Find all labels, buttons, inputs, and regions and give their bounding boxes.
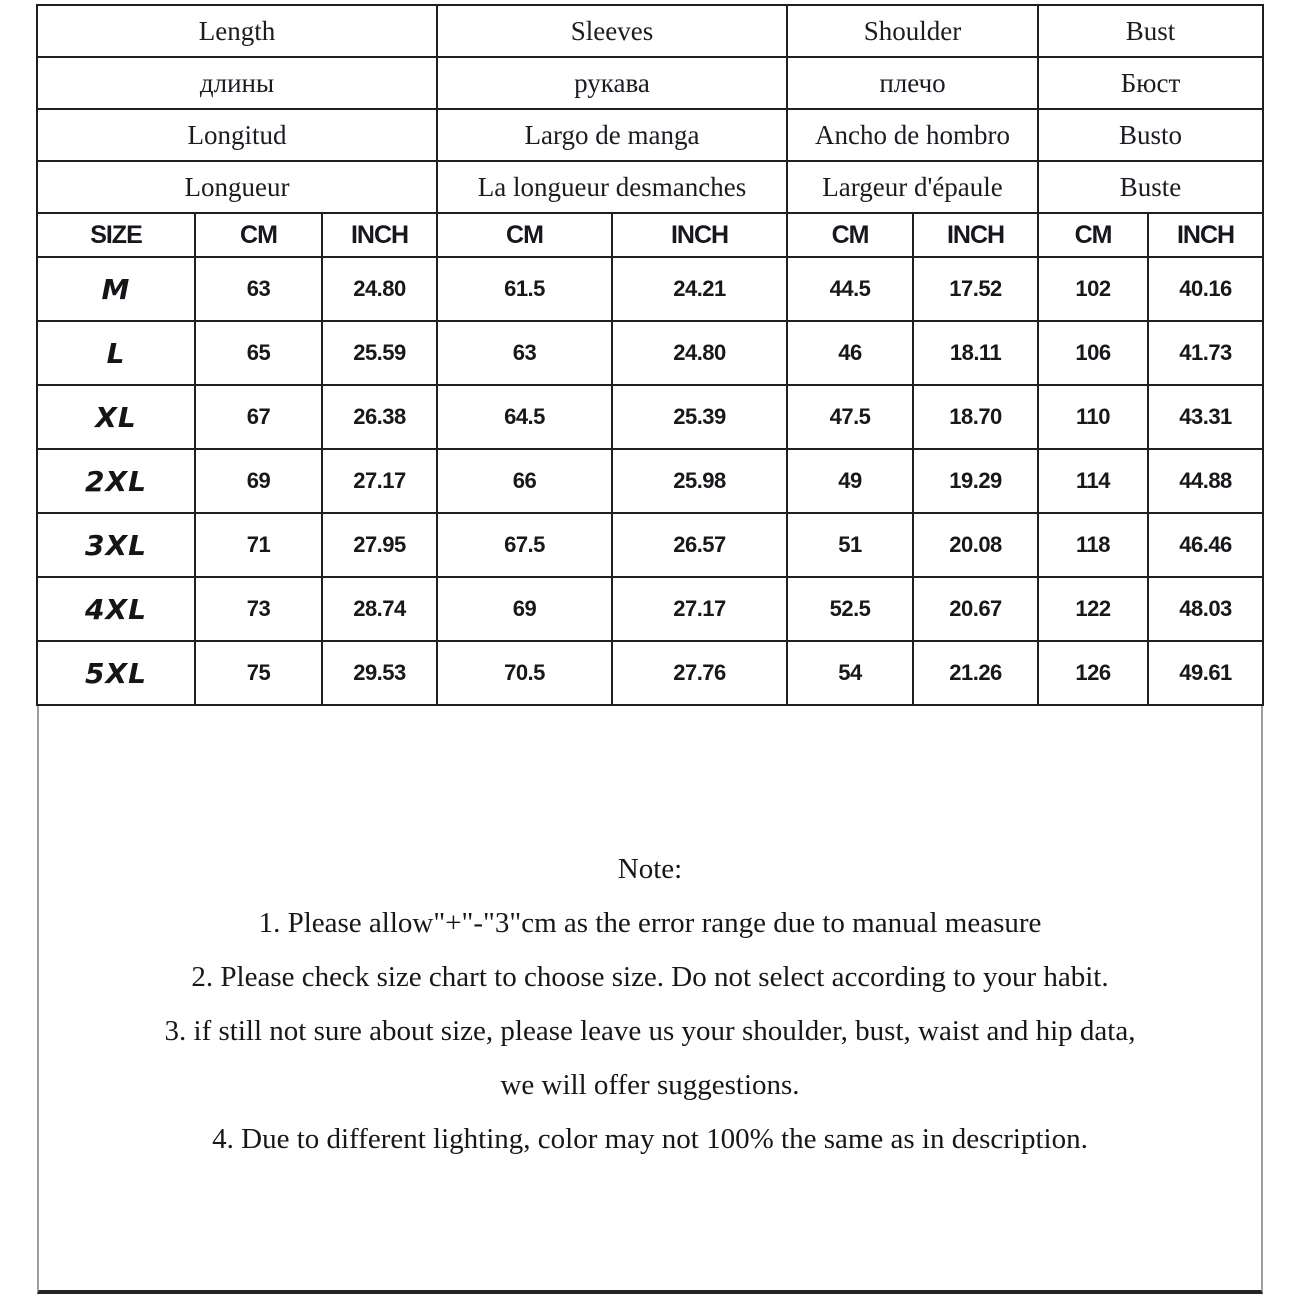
measurement-cell: 54 — [787, 641, 913, 705]
measurement-cell: 43.31 — [1148, 385, 1263, 449]
measurement-cell: 48.03 — [1148, 577, 1263, 641]
header-shoulder-es: Ancho de hombro — [787, 109, 1038, 161]
measurement-cell: 126 — [1038, 641, 1148, 705]
measurement-cell: 41.73 — [1148, 321, 1263, 385]
header-bust-es: Busto — [1038, 109, 1263, 161]
measurement-cell: 44.88 — [1148, 449, 1263, 513]
bust-cm-header: CM — [1038, 213, 1148, 257]
bust-inch-header: INCH — [1148, 213, 1263, 257]
measurement-cell: 51 — [787, 513, 913, 577]
measurement-cell: 61.5 — [437, 257, 612, 321]
measurement-cell: 17.52 — [913, 257, 1038, 321]
measurement-cell: 47.5 — [787, 385, 913, 449]
measurement-cell: 26.38 — [322, 385, 437, 449]
header-length-ru: длины — [37, 57, 437, 109]
header-row-english — [37, 5, 1263, 57]
note-title: Note: — [617, 853, 683, 885]
measurement-cell: 114 — [1038, 449, 1148, 513]
measurement-cell: 27.17 — [322, 449, 437, 513]
size-label: 3XL — [37, 513, 195, 577]
table-row-5xl — [37, 641, 1263, 705]
note-line-2: 2. Please check size chart to choose size. Do not select according to your habit. — [191, 961, 1109, 993]
header-sleeves-en: Sleeves — [437, 5, 787, 57]
measurement-cell: 20.67 — [913, 577, 1038, 641]
length-cm-header: CM — [195, 213, 322, 257]
note-line-3: 3. if still not sure about size, please leave us your shoulder, bust, waist and hip data, — [164, 1015, 1136, 1047]
measurement-cell: 70.5 — [437, 641, 612, 705]
header-shoulder-en: Shoulder — [787, 5, 1038, 57]
measurement-cell: 18.70 — [913, 385, 1038, 449]
measurement-cell: 64.5 — [437, 385, 612, 449]
measurement-cell: 24.21 — [612, 257, 787, 321]
shoulder-cm-header: CM — [787, 213, 913, 257]
header-row-spanish — [37, 109, 1263, 161]
measurement-cell: 29.53 — [322, 641, 437, 705]
size-label: XL — [37, 385, 195, 449]
measurement-cell: 106 — [1038, 321, 1148, 385]
measurement-cell: 46 — [787, 321, 913, 385]
measurement-cell: 63 — [195, 257, 322, 321]
measurement-cell: 27.95 — [322, 513, 437, 577]
measurement-cell: 71 — [195, 513, 322, 577]
measurement-cell: 25.39 — [612, 385, 787, 449]
table-row-3xl — [37, 513, 1263, 577]
measurement-cell: 102 — [1038, 257, 1148, 321]
table-row-m — [37, 257, 1263, 321]
units-header-row — [37, 213, 1263, 257]
measurement-cell: 25.59 — [322, 321, 437, 385]
measurement-cell: 20.08 — [913, 513, 1038, 577]
header-length-fr: Longueur — [37, 161, 437, 213]
table-row-l — [37, 321, 1263, 385]
measurement-cell: 28.74 — [322, 577, 437, 641]
note-line-3-continued: we will offer suggestions. — [500, 1069, 800, 1101]
header-sleeves-fr: La longueur desmanches — [437, 161, 787, 213]
length-inch-header: INCH — [322, 213, 437, 257]
sleeves-inch-header: INCH — [612, 213, 787, 257]
measurement-cell: 63 — [437, 321, 612, 385]
measurement-cell: 49.61 — [1148, 641, 1263, 705]
header-row-french — [37, 161, 1263, 213]
header-shoulder-fr: Largeur d'épaule — [787, 161, 1038, 213]
size-chart-table — [36, 4, 1264, 706]
measurement-cell: 46.46 — [1148, 513, 1263, 577]
header-length-es: Longitud — [37, 109, 437, 161]
measurement-cell: 27.17 — [612, 577, 787, 641]
header-row-russian — [37, 57, 1263, 109]
measurement-cell: 19.29 — [913, 449, 1038, 513]
header-sleeves-ru: рукава — [437, 57, 787, 109]
measurement-cell: 25.98 — [612, 449, 787, 513]
measurement-cell: 65 — [195, 321, 322, 385]
measurement-cell: 44.5 — [787, 257, 913, 321]
measurement-cell: 73 — [195, 577, 322, 641]
measurement-cell: 18.11 — [913, 321, 1038, 385]
shoulder-inch-header: INCH — [913, 213, 1038, 257]
header-length-en: Length — [37, 5, 437, 57]
measurement-cell: 24.80 — [322, 257, 437, 321]
note-line-4: 4. Due to different lighting, color may not 100% the same as in description. — [212, 1123, 1088, 1155]
measurement-cell: 21.26 — [913, 641, 1038, 705]
measurement-cell: 118 — [1038, 513, 1148, 577]
size-label: M — [37, 257, 195, 321]
measurement-cell: 27.76 — [612, 641, 787, 705]
header-bust-fr: Buste — [1038, 161, 1263, 213]
size-column-header: SIZE — [37, 213, 195, 257]
sleeves-cm-header: CM — [437, 213, 612, 257]
measurement-cell: 67 — [195, 385, 322, 449]
size-label: 2XL — [37, 449, 195, 513]
measurement-cell: 24.80 — [612, 321, 787, 385]
measurement-cell: 122 — [1038, 577, 1148, 641]
table-row-xl — [37, 385, 1263, 449]
measurement-cell: 52.5 — [787, 577, 913, 641]
measurement-cell: 67.5 — [437, 513, 612, 577]
size-label: 4XL — [37, 577, 195, 641]
measurement-cell: 110 — [1038, 385, 1148, 449]
header-shoulder-ru: плечо — [787, 57, 1038, 109]
header-sleeves-es: Largo de manga — [437, 109, 787, 161]
size-label: L — [37, 321, 195, 385]
measurement-cell: 69 — [195, 449, 322, 513]
note-section — [37, 706, 1263, 1294]
measurement-cell: 49 — [787, 449, 913, 513]
table-row-4xl — [37, 577, 1263, 641]
size-label: 5XL — [37, 641, 195, 705]
table-row-2xl — [37, 449, 1263, 513]
note-line-1: 1. Please allow"+"-"3"cm as the error range due to manual measure — [258, 907, 1042, 939]
measurement-cell: 69 — [437, 577, 612, 641]
header-bust-en: Bust — [1038, 5, 1263, 57]
measurement-cell: 66 — [437, 449, 612, 513]
header-bust-ru: Бюст — [1038, 57, 1263, 109]
measurement-cell: 40.16 — [1148, 257, 1263, 321]
measurement-cell: 75 — [195, 641, 322, 705]
measurement-cell: 26.57 — [612, 513, 787, 577]
